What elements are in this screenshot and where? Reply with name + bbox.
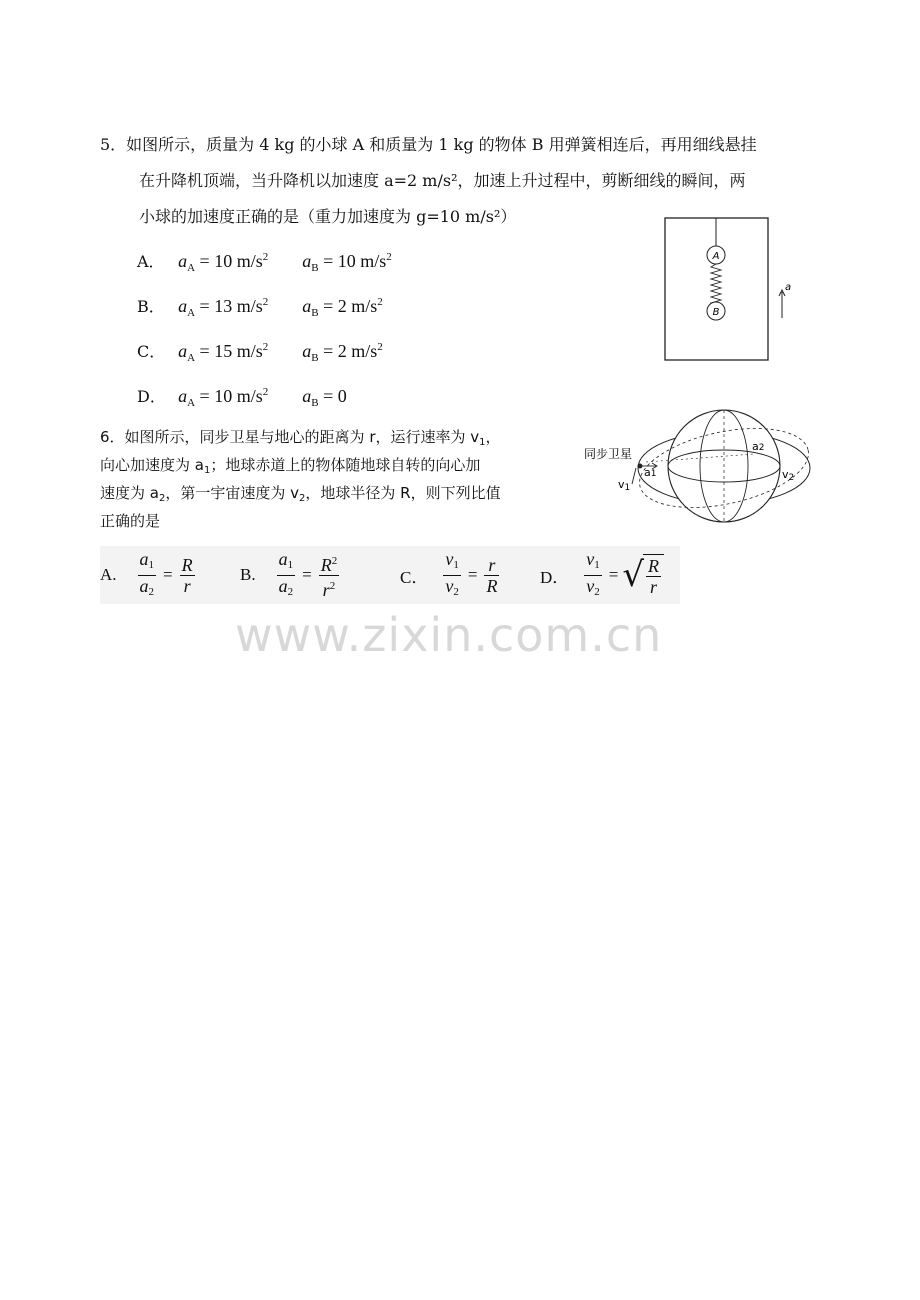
option-formula: $a_A = 10$ $m/s^2$ $a_B = 10$ $m/s^2$ <box>178 251 392 274</box>
ball-a-label: A <box>712 251 720 262</box>
option-label: A． <box>137 252 165 271</box>
q6-line-3: 速度为 $a_2$，第一宇宙速度为 $v_2$，地球半径为 R，则下列比值 <box>100 484 501 504</box>
q6-option-c[interactable]: C． $\frac{v_1}{v_2}$ = $\frac{r}{R}$ <box>400 548 498 598</box>
acceleration-label: a <box>785 282 792 293</box>
q5-line-1: 5．如图所示，质量为 4 kg 的小球 A 和质量为 1 kg 的物体 B 用弹簧相连后，再用细线悬挂 <box>100 135 757 154</box>
option-label: C． <box>400 567 429 587</box>
q5-line-2: 在升降机顶端，当升降机以加速度 a=2 m/s²，加速上升过程中，剪断细线的瞬间，两 <box>139 171 746 190</box>
option-formula: $a_A = 13$ $m/s^2$ $a_B = 2$ $m/s^2$ <box>178 296 383 319</box>
q5-option-c[interactable] <box>137 335 383 370</box>
option-label: B. <box>240 565 256 584</box>
q6-options-row <box>100 546 680 604</box>
option-label: A. <box>100 565 117 584</box>
q6-line-2: 向心加速度为 $a_1$；地球赤道上的物体随地球自转的向心加 <box>100 456 481 476</box>
q6-line-4: 正确的是 <box>100 512 161 530</box>
q6-option-d[interactable]: D． $\frac{v_1}{v_2}$ = √ $\frac{R}{r}$ <box>540 546 664 604</box>
a1-label: a1 <box>644 466 657 479</box>
q5-line-3: 小球的加速度正确的是（重力加速度为 g=10 m/s²） <box>139 207 517 226</box>
watermark: www.zixin.com.cn <box>235 608 663 662</box>
option-label: B． <box>137 297 165 316</box>
v2-label: v2 <box>782 468 795 483</box>
elevator-figure <box>660 214 800 366</box>
option-formula: $a_A = 10$ $m/s^2$ $a_B = 0$ <box>178 386 347 409</box>
earth-orbit-figure <box>582 404 814 526</box>
ball-b-label: B <box>712 307 720 318</box>
satellite-label: 同步卫星 <box>584 447 633 461</box>
option-label: C． <box>137 342 166 361</box>
q6-option-a[interactable]: A. $\frac{a_1}{a_2}$ = $\frac{R}{r}$ <box>100 548 193 598</box>
q5-option-b[interactable] <box>137 290 383 325</box>
q6-option-b[interactable]: B. $\frac{a_1}{a_2}$ = $\frac{R^2}{r^2}$ <box>240 548 338 600</box>
option-label: D． <box>540 567 570 587</box>
a2-label: a2 <box>752 440 765 453</box>
q5-option-d[interactable] <box>137 380 347 415</box>
v1-label: v1 <box>618 478 631 493</box>
option-label: D． <box>137 387 166 406</box>
q6-line-1: 6．如图所示，同步卫星与地心的距离为 r，运行速率为 $v_1$， <box>100 428 501 448</box>
q5-option-a[interactable] <box>137 245 392 280</box>
option-formula: $a_A = 15$ $m/s^2$ $a_B = 2$ $m/s^2$ <box>178 341 383 364</box>
